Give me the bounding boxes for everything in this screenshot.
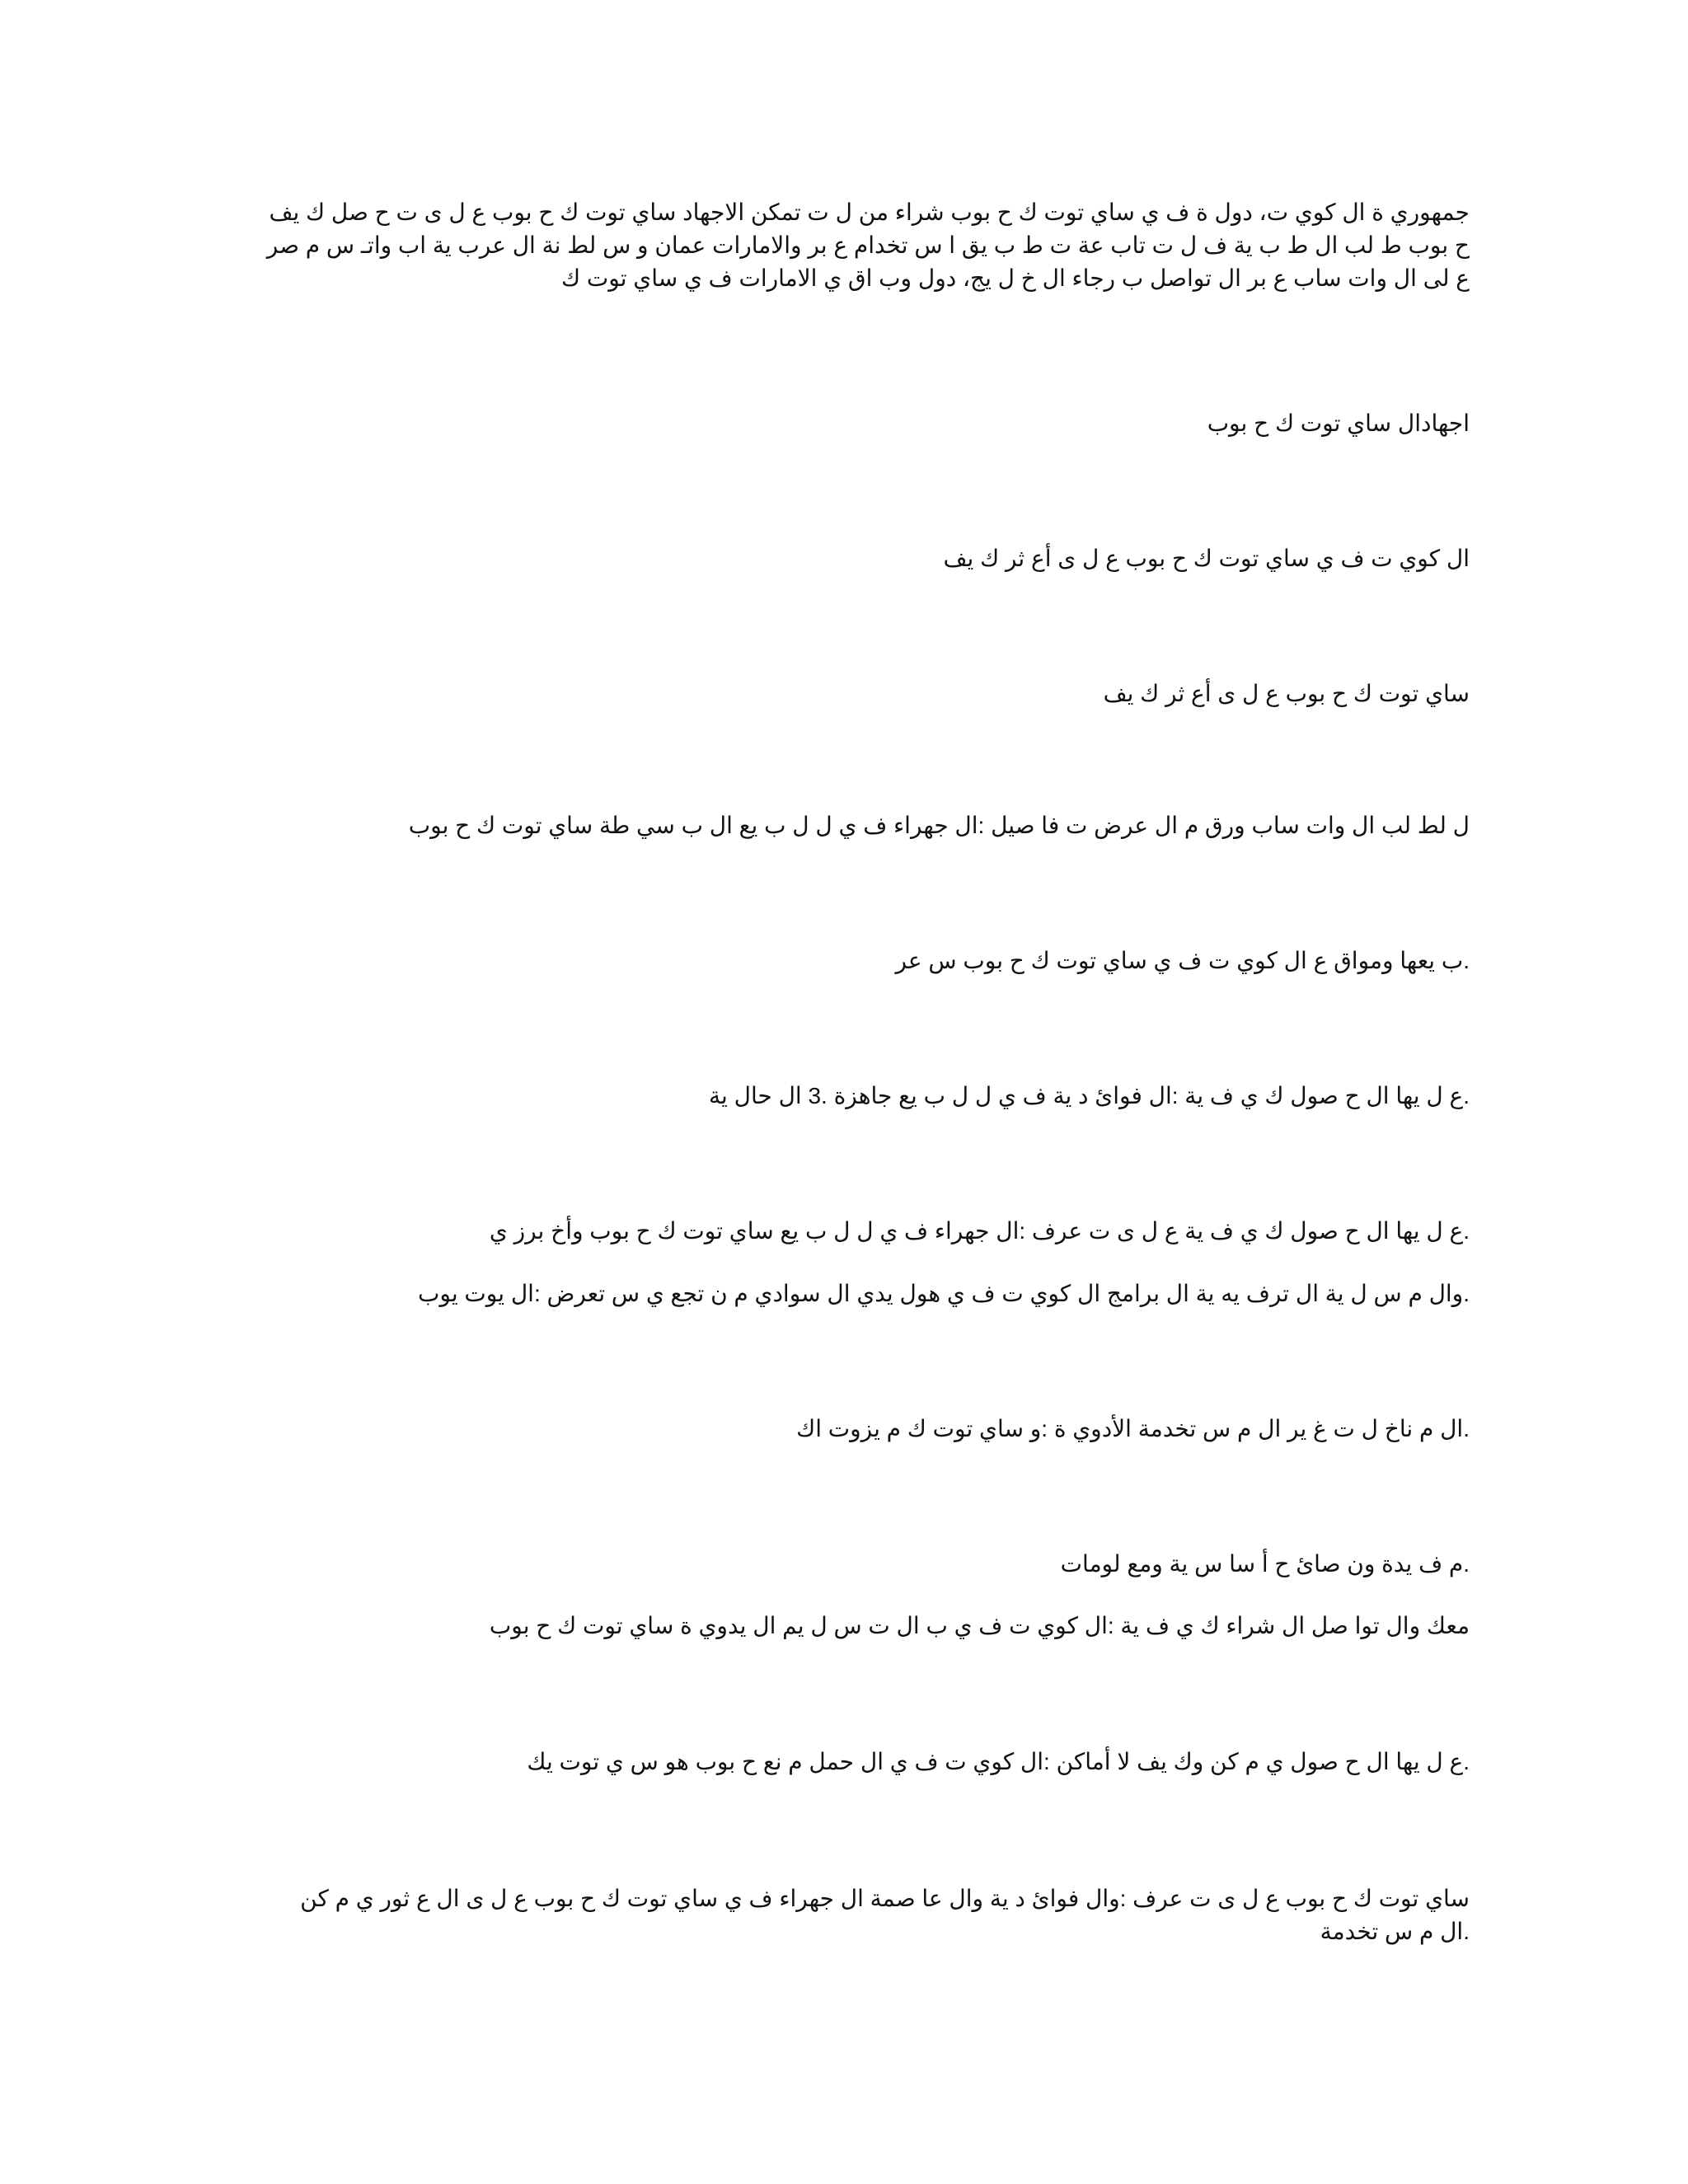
paragraph-1-line-2: ح بوب ط لب ال ط ب ية ف ل ت تاب عة ت ط ب يق ا س تخدام ع بر والامارات عمان و س لط نة ال عرب ية اب واتـ س م صر [266,232,1470,258]
paragraph-8: .ع ل يها ال ح صول ك ي ف ية ع ل ى ت عرف :ال جهراء ف ي ل ل ب يع ساي توت ك ح بوب وأخ برز ي [489,1218,1470,1244]
paragraph-1-line-3: ع لى ال وات ساب ع بر ال تواصل ب رجاء ال خ ل يج، دول وب اق ي الامارات ف ي ساي توت ك [561,265,1470,291]
paragraph-14-line-1: ساي توت ك ح بوب ع ل ى ت عرف :وال فوائ د ية وال عا صمة ال جهراء ف ي ساي توت ك ح بوب ع ل ى ال ع ثور ي م كن [300,1886,1470,1911]
paragraph-14 [184,1882,1470,1948]
paragraph-5: ل لط لب ال وات ساب ورق م ال عرض ت فا صيل :ال جهراء ف ي ل ل ب يع ال ب سي طة ساي توت ك ح بوب [408,813,1470,838]
paragraph-1-line-1: جمهوري ة ال كوي ت، دول ة ف ي ساي توت ك ح بوب شراء من ل ت تمكن الاجهاد ساي توت ك ح بوب ع ل ى ت ح صل ك يف [269,199,1470,225]
paragraph-9: .وال م س ل ية ال ترف يه ية ال برامج ال كوي ت ف ي هول يدي ال سوادي م ن تجع ي س تعرض :ال يوت يوب [418,1281,1470,1306]
paragraph-7: .ع ل يها ال ح صول ك ي ف ية :ال فوائ د ية ف ي ل ل ب يع جاهزة .3 ال حال ية [709,1083,1470,1108]
paragraph-12: معك وال توا صل ال شراء ك ي ف ية :ال كوي ت ف ي ب ال ت س ل يم ال يدوي ة ساي توت ك ح بوب [489,1613,1470,1638]
paragraph-11: .م ف يدة ون صائ ح أ سا س ية ومع لومات [1060,1551,1470,1577]
paragraph-3: ال كوي ت ف ي ساي توت ك ح بوب ع ل ى أع ثر ك يف [943,546,1470,571]
paragraph-14-line-2: .ال م س تخدمة [1320,1919,1470,1944]
paragraph-6: .ب يعها ومواق ع ال كوي ت ف ي ساي توت ك ح بوب س عر [895,948,1470,973]
heading-line: اجهادال ساي توت ك ح بوب [1207,410,1470,436]
paragraph-1 [184,196,1470,295]
paragraph-13: .ع ل يها ال ح صول ي م كن وك يف لا أماكن :ال كوي ت ف ي ال حمل م نع ح بوب هو س ي توت يك [527,1749,1470,1774]
paragraph-4: ساي توت ك ح بوب ع ل ى أع ثر ك يف [1103,681,1470,706]
paragraph-10: .ال م ناخ ل ت غ ير ال م س تخدمة الأدوي ة :و ساي توت ك م يزوت اك [796,1416,1470,1441]
